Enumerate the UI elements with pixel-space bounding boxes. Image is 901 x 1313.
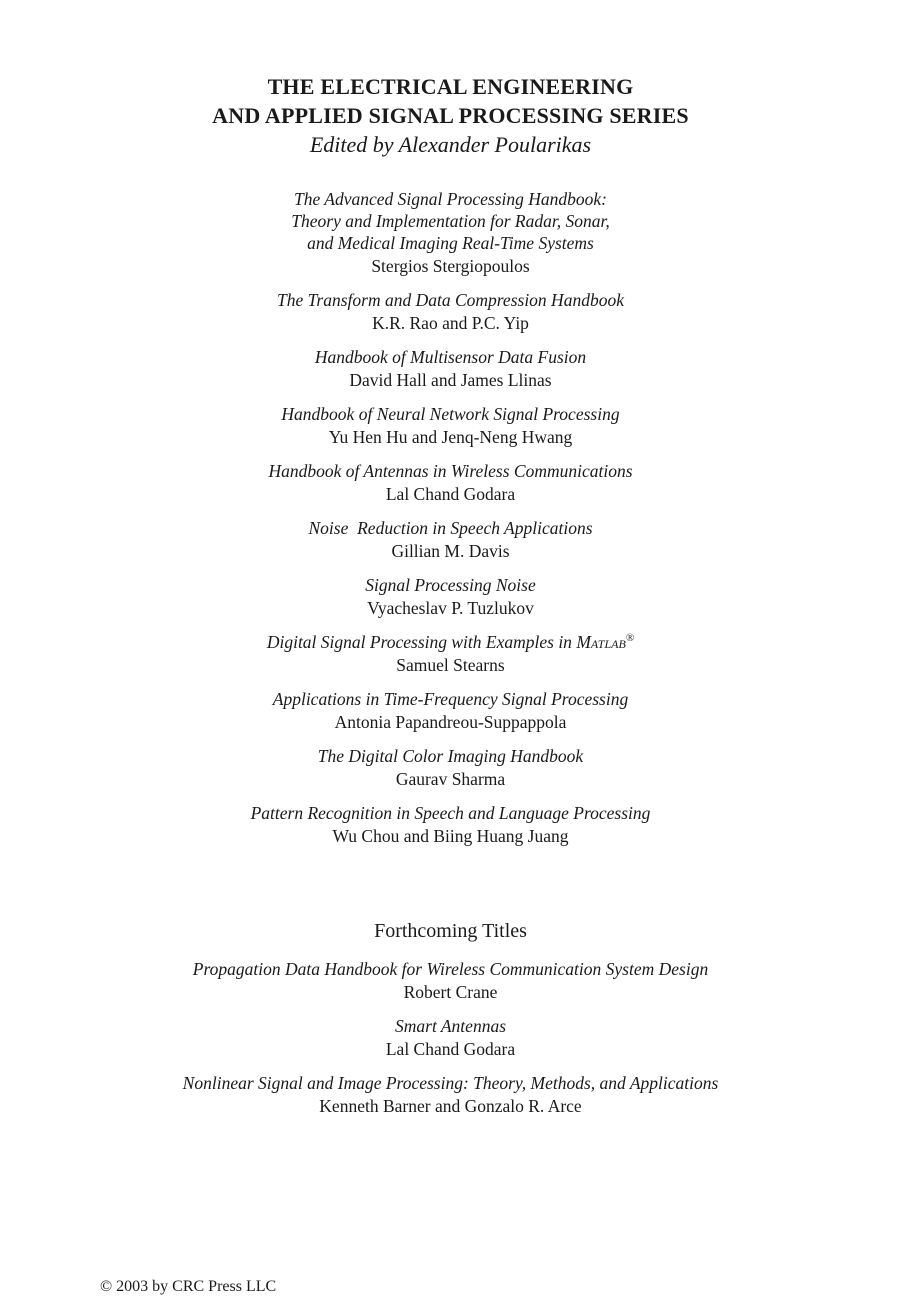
book-entry [0,745,901,791]
book-author: Gillian M. Davis [391,541,510,561]
book-title: and Medical Imaging Real-Time Systems [307,233,594,253]
book-author: Gaurav Sharma [395,769,506,789]
book-entry [0,574,901,620]
book-author: David Hall and James Llinas [349,370,552,390]
book-list [0,188,901,859]
book-title: Nonlinear Signal and Image Processing: Theory, Methods, and Applications [182,1073,719,1093]
series-editor: Edited by Alexander Poularikas [309,132,592,157]
book-entry [0,460,901,506]
copyright-notice: © 2003 by CRC Press LLC [100,1278,277,1295]
book-entry [0,289,901,335]
forthcoming-heading: Forthcoming Titles [374,920,527,942]
book-title: The Advanced Signal Processing Handbook: [293,189,607,209]
book-author: Lal Chand Godara [385,1039,516,1059]
book-author: Samuel Stearns [396,655,505,675]
book-title: Handbook of Antennas in Wireless Communications [268,461,633,481]
book-entry [0,631,901,677]
book-entry [0,802,901,848]
matlab-trademark: Matlab [576,632,626,652]
book-author: Antonia Papandreou-Suppappola [334,712,567,732]
book-title-matlab [0,631,901,653]
book-title: Handbook of Neural Network Signal Processing [281,404,620,424]
book-entry [0,346,901,392]
forthcoming-entry [0,958,901,1004]
series-title-line-1: THE ELECTRICAL ENGINEERING [267,74,634,99]
book-title: The Transform and Data Compression Handbook [277,290,624,310]
book-entry [0,188,901,278]
book-author: K.R. Rao and P.C. Yip [372,313,529,333]
forthcoming-section [0,918,901,1129]
book-title: The Digital Color Imaging Handbook [317,746,584,766]
series-title-line-2: AND APPLIED SIGNAL PROCESSING SERIES [212,103,689,128]
book-title: Applications in Time-Frequency Signal Processing [272,689,629,709]
book-title: Handbook of Multisensor Data Fusion [314,347,587,367]
book-author: Kenneth Barner and Gonzalo R. Arce [319,1096,582,1116]
book-author: Robert Crane [403,982,498,1002]
forthcoming-entry [0,1015,901,1061]
book-title: Noise Reduction in Speech Applications [308,518,593,538]
book-title-prefix: Digital Signal Processing with Examples in [266,632,577,652]
book-author: Stergios Stergiopoulos [371,256,530,276]
book-title: Pattern Recognition in Speech and Language Processing [250,803,651,823]
book-entry [0,403,901,449]
book-title: Signal Processing Noise [365,575,536,595]
registered-mark: ® [625,632,635,645]
book-author: Wu Chou and Biing Huang Juang [332,826,569,846]
book-entry [0,688,901,734]
book-title: Propagation Data Handbook for Wireless Communication System Design [192,959,709,979]
book-title: Smart Antennas [395,1016,506,1036]
book-author: Yu Hen Hu and Jenq-Neng Hwang [328,427,573,447]
book-title: Theory and Implementation for Radar, Sonar, [291,211,610,231]
book-author: Lal Chand Godara [385,484,516,504]
book-author: Vyacheslav P. Tuzlukov [367,598,534,618]
book-entry [0,517,901,563]
forthcoming-entry [0,1072,901,1118]
series-header [0,72,901,160]
